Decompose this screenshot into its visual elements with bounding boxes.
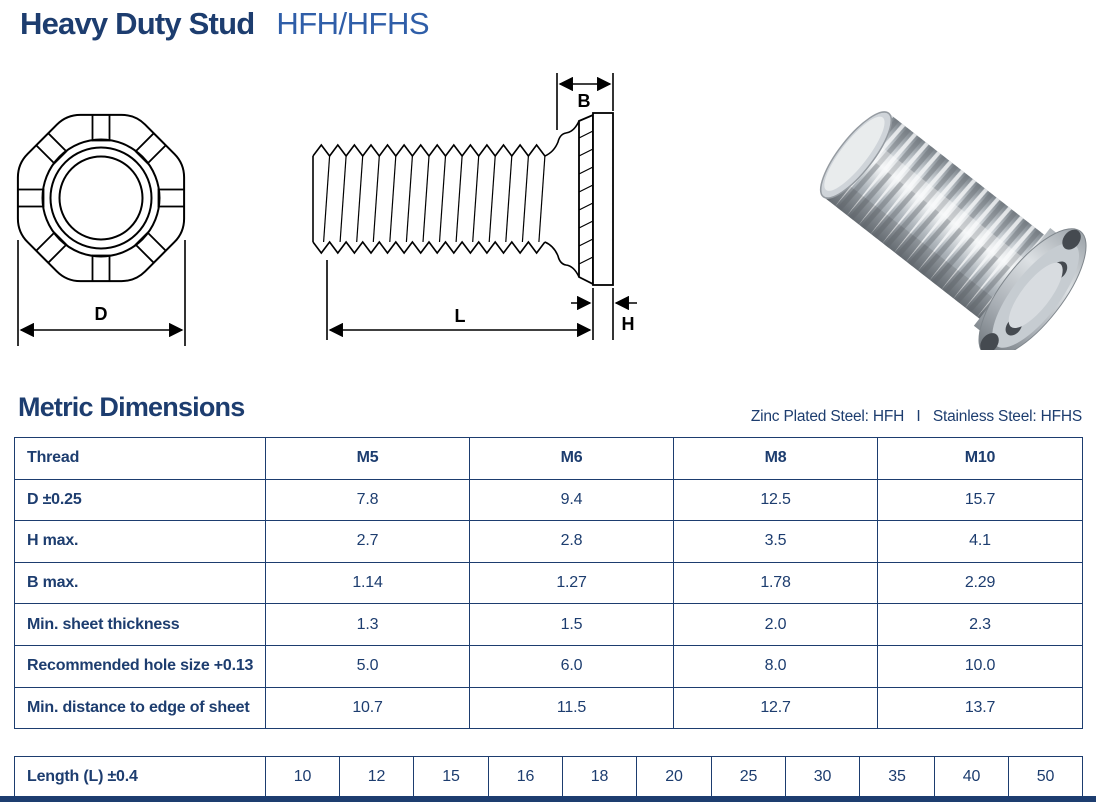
- dimension-d-label: D: [94, 304, 108, 324]
- length-row: [15, 757, 1083, 797]
- value-cell: 1.78: [674, 562, 878, 604]
- dimension-l: [327, 260, 593, 340]
- stud-head: [579, 113, 613, 285]
- dimension-l-label: L: [454, 306, 466, 326]
- value-cell: 10.0: [878, 645, 1083, 687]
- length-value-cell: 12: [340, 757, 414, 797]
- table-row: [15, 521, 1083, 563]
- table-header-row: [15, 438, 1083, 480]
- length-value-cell: 35: [860, 757, 935, 797]
- value-cell: 12.7: [674, 687, 878, 729]
- table-row: [15, 562, 1083, 604]
- metric-dimensions-table: [14, 437, 1083, 729]
- dimension-h-label: H: [621, 314, 635, 334]
- table-row: [15, 687, 1083, 729]
- value-cell: 1.27: [470, 562, 674, 604]
- length-value-cell: 10: [266, 757, 340, 797]
- row-label: B max.: [15, 562, 266, 604]
- length-value-cell: 20: [637, 757, 712, 797]
- value-cell: 2.8: [470, 521, 674, 563]
- section-heading: Metric Dimensions: [18, 392, 245, 422]
- value-cell: 15.7: [878, 479, 1083, 521]
- length-value-cell: 50: [1009, 757, 1083, 797]
- value-cell: 11.5: [470, 687, 674, 729]
- value-cell: 7.8: [266, 479, 470, 521]
- value-cell: 1.3: [266, 604, 470, 646]
- value-cell: 13.7: [878, 687, 1083, 729]
- row-label: H max.: [15, 521, 266, 563]
- length-value-cell: 18: [563, 757, 637, 797]
- value-cell: 5.0: [266, 645, 470, 687]
- value-cell: 10.7: [266, 687, 470, 729]
- side-view-drawing: [280, 60, 680, 360]
- value-cell: 9.4: [470, 479, 674, 521]
- row-label: D ±0.25: [15, 479, 266, 521]
- length-value-cell: 15: [414, 757, 489, 797]
- front-view-drawing: [8, 70, 208, 360]
- length-value-cell: 40: [935, 757, 1009, 797]
- value-cell: 2.0: [674, 604, 878, 646]
- length-table: [14, 756, 1083, 797]
- part-number-subtitle: HFH/HFHS: [276, 6, 430, 41]
- value-cell: 3.5: [674, 521, 878, 563]
- threaded-shank: [313, 121, 579, 277]
- column-header: M6: [470, 438, 674, 480]
- value-cell: 2.7: [266, 521, 470, 563]
- dimension-b-label: B: [577, 91, 591, 111]
- material-finish-note: Zinc Plated Steel: HFH I Stainless Steel: HFHS: [750, 408, 1082, 425]
- length-value-cell: 30: [786, 757, 860, 797]
- page-title: Heavy Duty Stud: [20, 6, 255, 41]
- row-label: Recommended hole size +0.13: [15, 645, 266, 687]
- table-row: [15, 479, 1083, 521]
- value-cell: 1.5: [470, 604, 674, 646]
- column-header: M10: [878, 438, 1083, 480]
- row-label: Min. sheet thickness: [15, 604, 266, 646]
- length-row-label: Length (L) ±0.4: [15, 757, 266, 797]
- product-photo: [806, 60, 1096, 350]
- length-value-cell: 25: [712, 757, 786, 797]
- column-header: M8: [674, 438, 878, 480]
- value-cell: 12.5: [674, 479, 878, 521]
- column-header: M5: [266, 438, 470, 480]
- value-cell: 2.29: [878, 562, 1083, 604]
- value-cell: 4.1: [878, 521, 1083, 563]
- page-header: [20, 6, 429, 42]
- page-footer-rule: [0, 796, 1096, 802]
- value-cell: 8.0: [674, 645, 878, 687]
- table-row: [15, 604, 1083, 646]
- table-row: [15, 645, 1083, 687]
- row-label: Min. distance to edge of sheet: [15, 687, 266, 729]
- value-cell: 6.0: [470, 645, 674, 687]
- thread-header-cell: Thread: [15, 438, 266, 480]
- length-value-cell: 16: [489, 757, 563, 797]
- value-cell: 1.14: [266, 562, 470, 604]
- value-cell: 2.3: [878, 604, 1083, 646]
